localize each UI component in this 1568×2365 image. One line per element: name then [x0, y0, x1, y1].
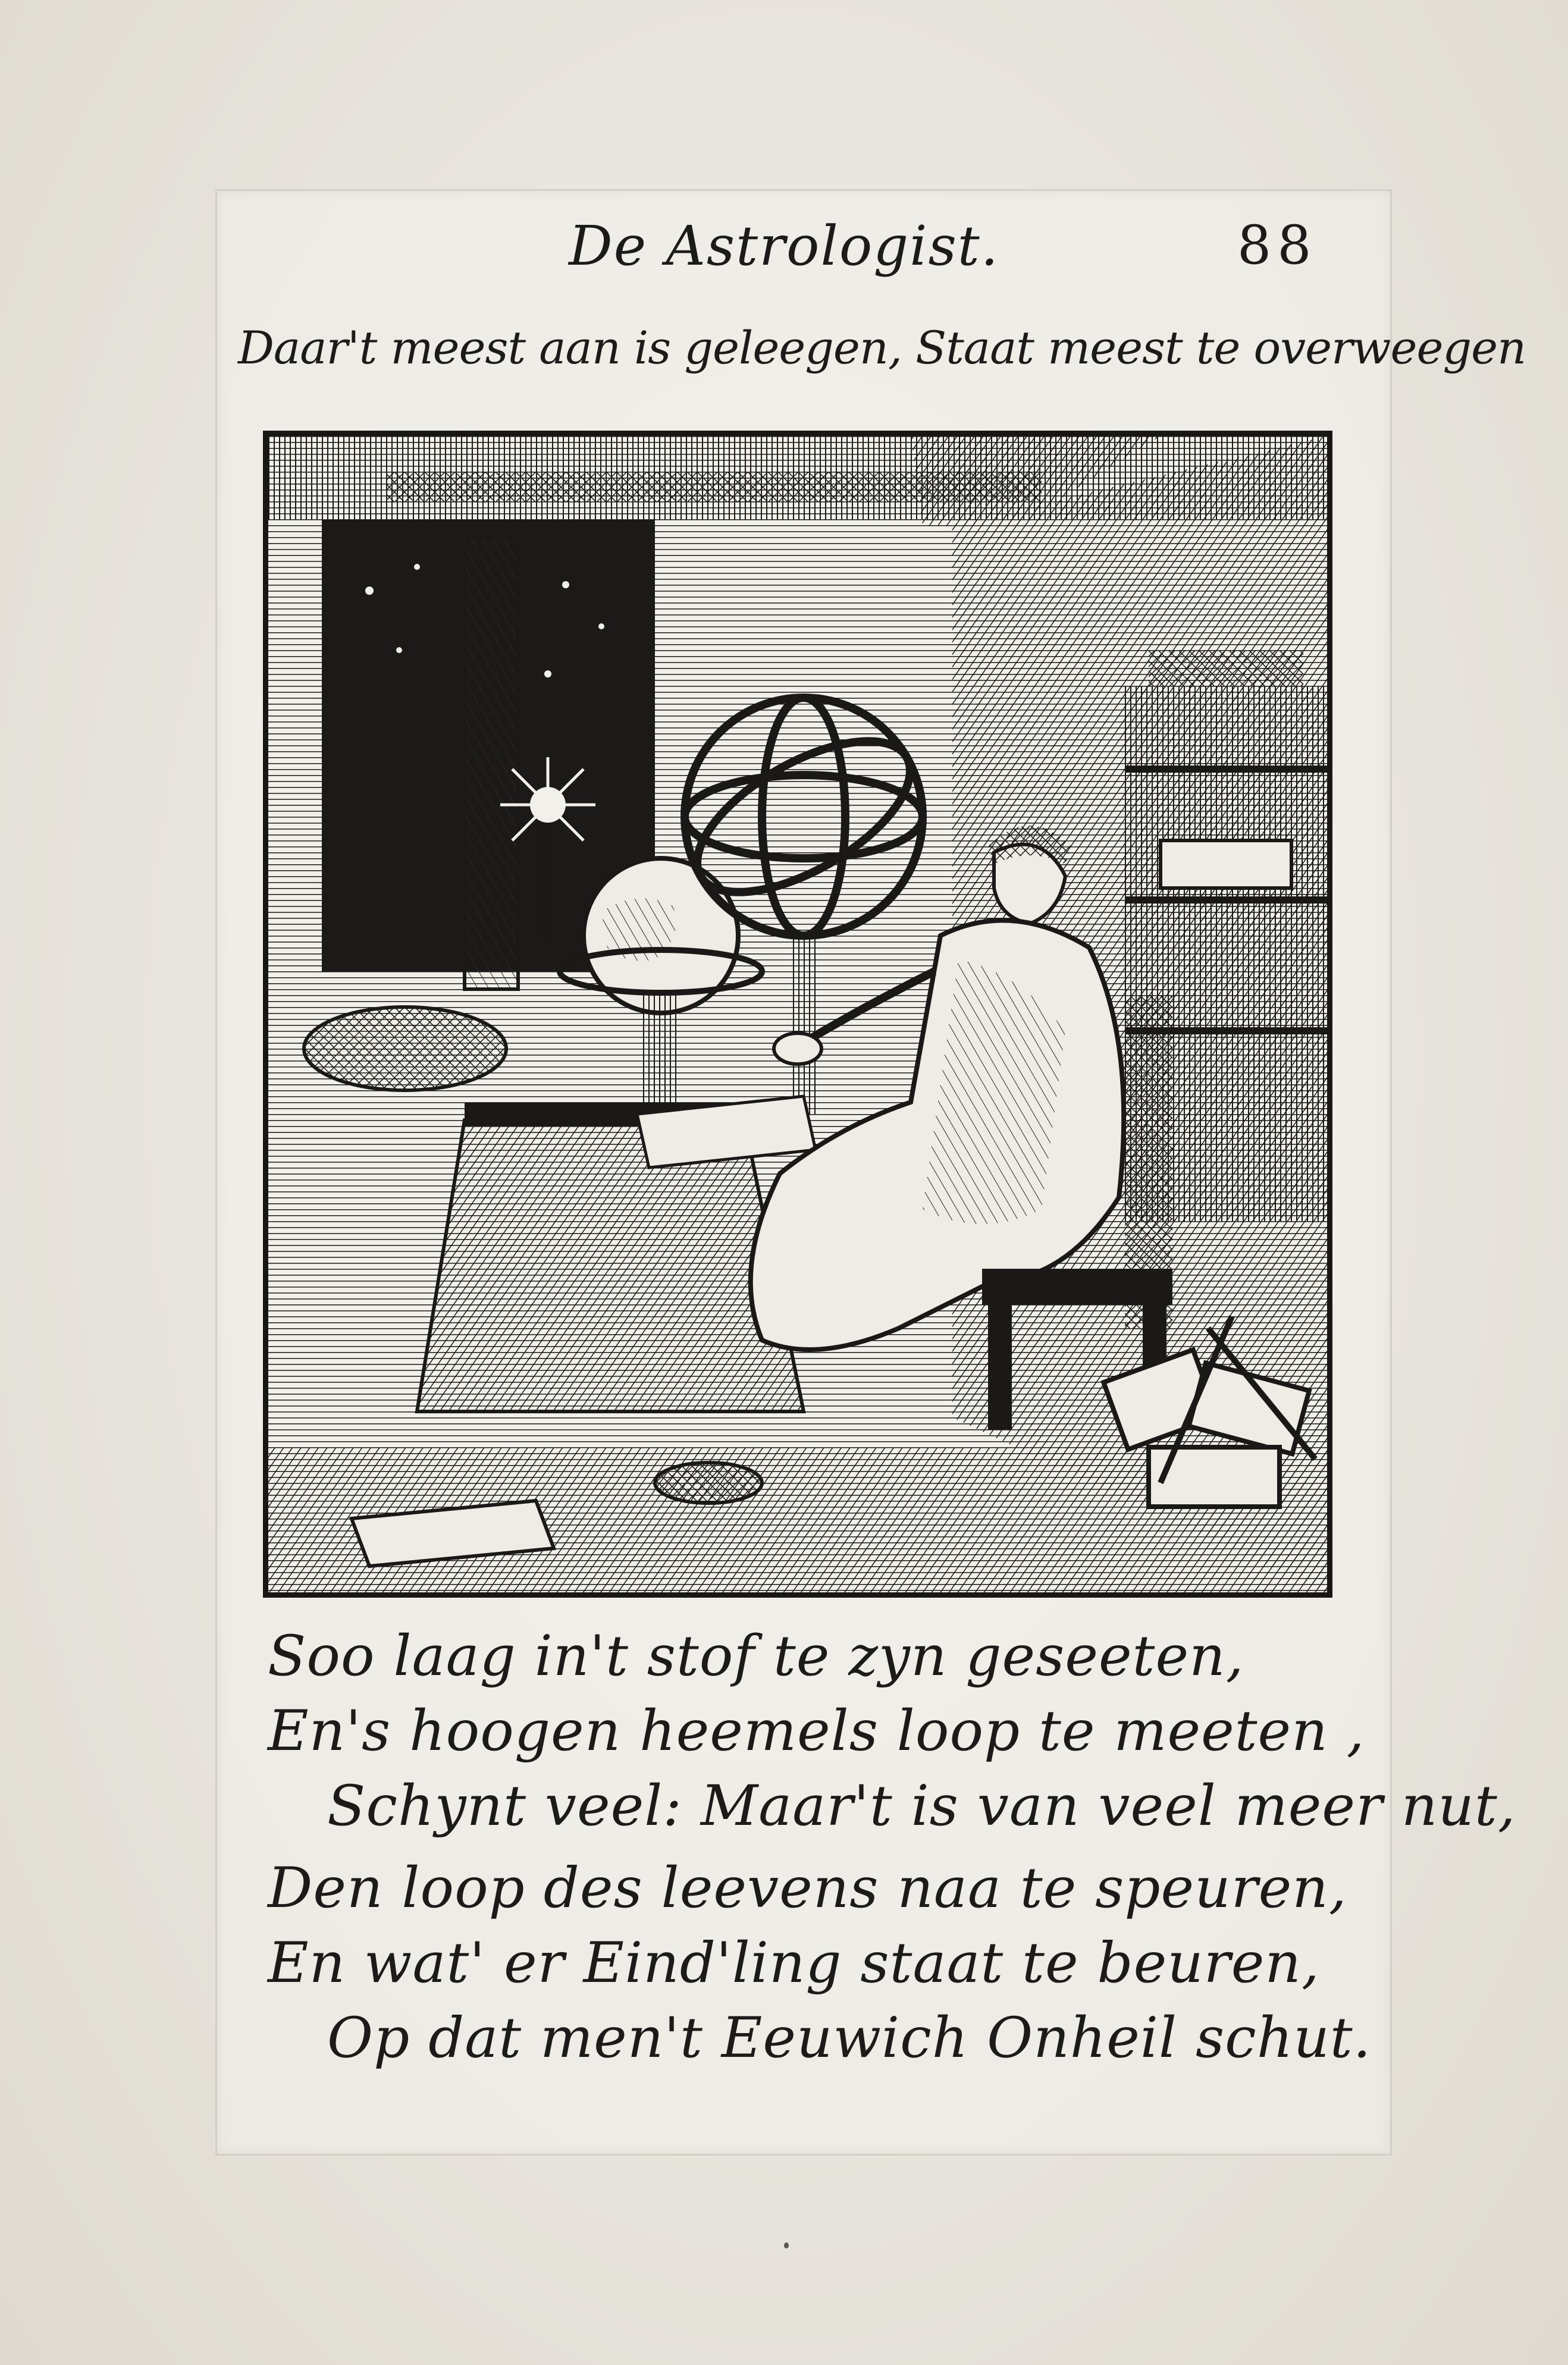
poem-line-3: Schynt veel: Maar't is van veel meer nut,	[327, 1774, 1516, 1839]
poem-line-5: En wat' er Eind'ling staat te beuren,	[268, 1931, 1320, 1996]
poem-line-1: Soo laag in't stof te zyn geseeten,	[268, 1624, 1244, 1689]
poem-line-2: En's hoogen heemels loop te meeten ,	[268, 1699, 1365, 1764]
page-number: 88	[1237, 214, 1318, 277]
engraving-astrologer-icon	[263, 431, 1332, 1598]
ink-dot	[784, 2242, 789, 2248]
page-title: De Astrologist.	[569, 214, 999, 278]
poem-line-6: Op dat men't Eeuwich Onheil schut.	[327, 2006, 1372, 2071]
motto: Daar't meest aan is geleegen, Staat meest te overweegen	[238, 321, 1526, 374]
poem-line-4: Den loop des leevens naa te speuren,	[268, 1856, 1347, 1921]
